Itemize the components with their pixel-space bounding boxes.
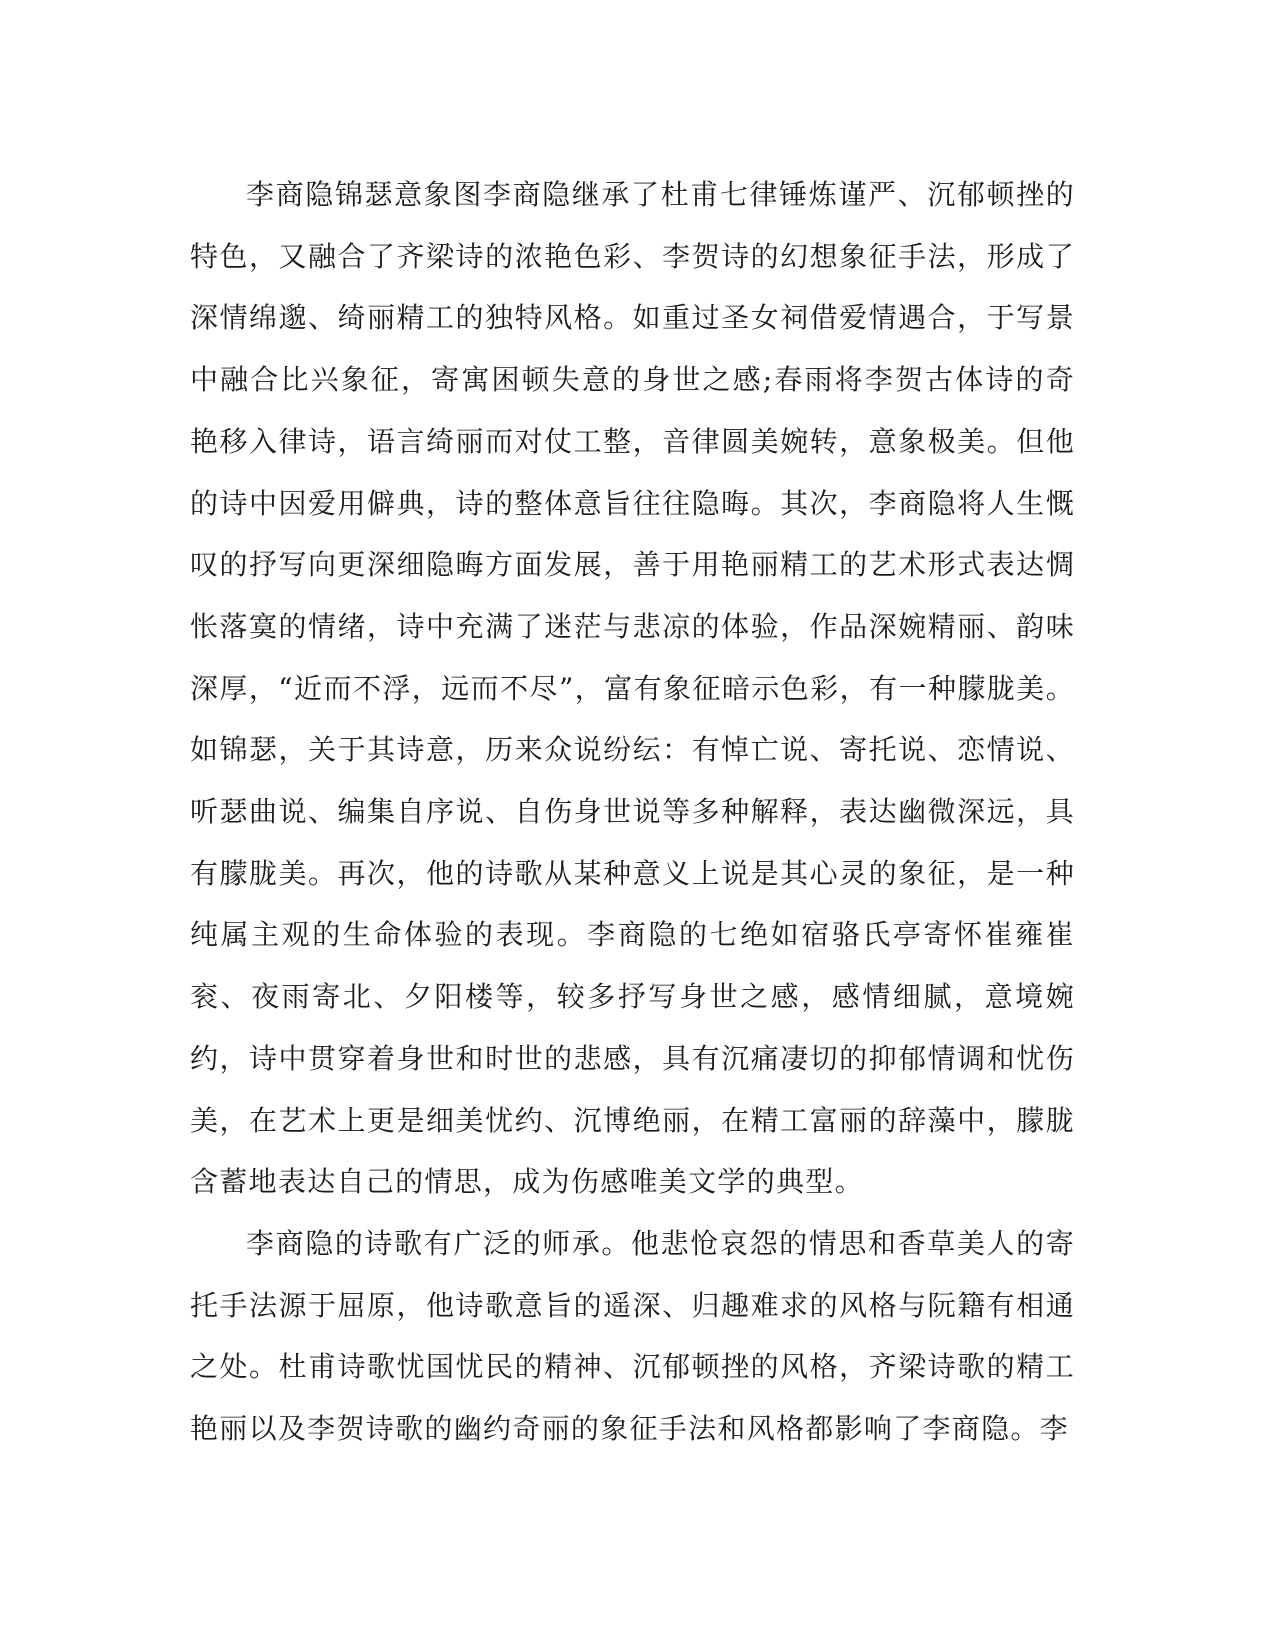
paragraph-1: 李商隐锦瑟意象图李商隐继承了杜甫七律锤炼谨严、沉郁顿挫的特色，又融合了齐梁诗的浓艳色彩、李贺诗的幻想象征手法，形成了深情绵邈、绮丽精工的独特风格。如重过圣女祠借爱情遇合，于写景中融合比兴象征，寄寓困顿失意的身世之感;春雨将李贺古体诗的奇艳移入律诗，语言绮丽而对仗工整，音律圆美婉转，意象极美。但他的诗中因爱用僻典，诗的整体意旨往往隐晦。其次，李商隐将人生慨叹的抒写向更深细隐晦方面发展，善于用艳丽精工的艺术形式表达惆怅落寞的情绪，诗中充满了迷茫与悲凉的体验，作品深婉精丽、韵味深厚，“近而不浮，远而不尽”，富有象征暗示色彩，有一种朦胧美。如锦瑟，关于其诗意，历来众说纷纭：有悼亡说、寄托说、恋情说、听瑟曲说、编集自序说、自伤身世说等多种解释，表达幽微深远，具有朦胧美。再次，他的诗歌从某种意义上说是其心灵的象征，是一种纯属主观的生命体验的表现。李商隐的七绝如宿骆氏亭寄怀崔雍崔衮、夜雨寄北、夕阳楼等，较多抒写身世之感，感情细腻，意境婉约，诗中贯穿着身世和时世的悲感，具有沉痛凄切的抑郁情调和忧伤美，在艺术上更是细美忧约、沉博绝丽，在精工富丽的辞藻中，朦胧含蓄地表达自己的情思，成为伤感唯美文学的典型。 — [190, 178, 1075, 1199]
document-body — [190, 164, 1075, 1460]
paragraph-2: 李商隐的诗歌有广泛的师承。他悲怆哀怨的情思和香草美人的寄托手法源于屈原，他诗歌意旨的遥深、归趣难求的风格与阮籍有相通之处。杜甫诗歌忧国忧民的精神、沉郁顿挫的风格，齐梁诗歌的精工艳丽以及李贺诗歌的幽约奇丽的象征手法和风格都影响了李商隐。李 — [190, 1226, 1075, 1446]
